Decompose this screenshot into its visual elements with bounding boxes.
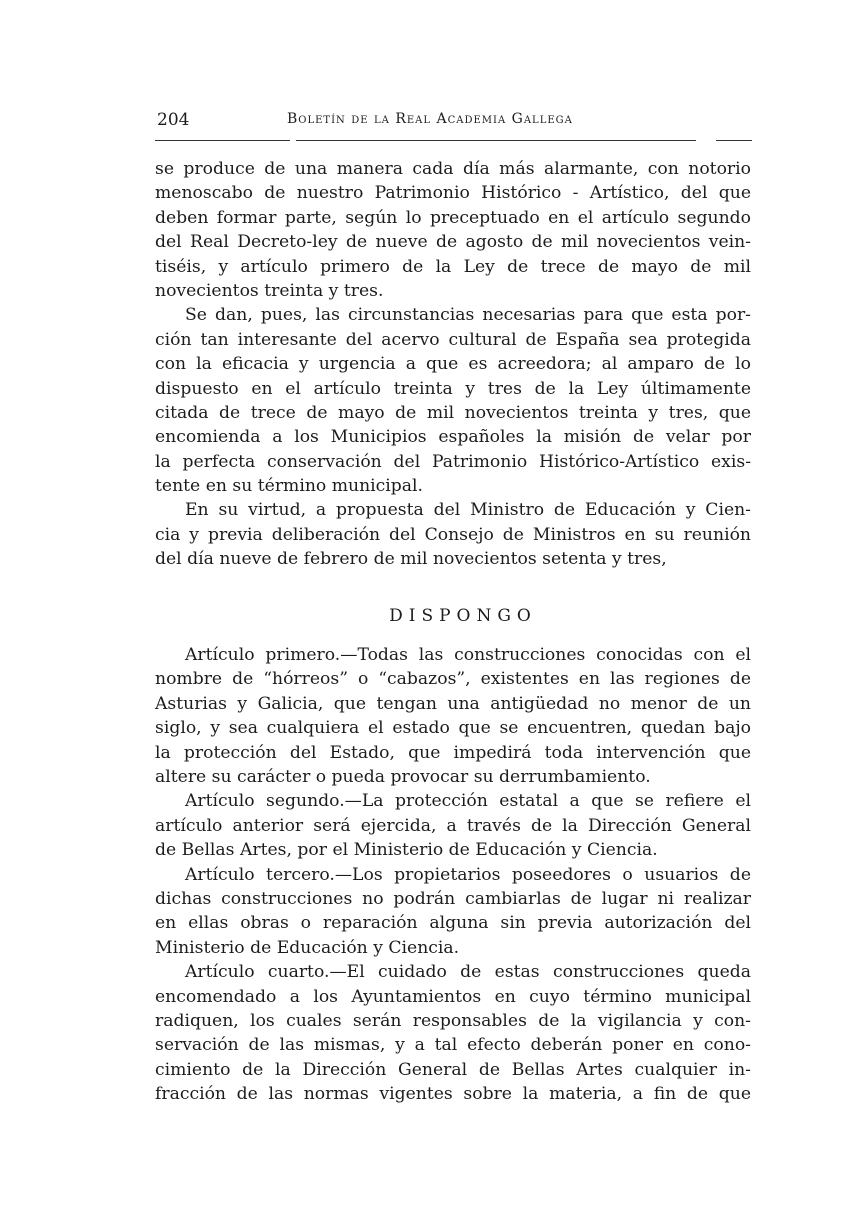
text-line: artículo anterior será ejercida, a través de la Dirección General [155,815,751,836]
paragraph [155,303,751,498]
header-rule-middle [296,140,696,141]
text-line: menoscabo de nuestro Patrimonio Histórico - Artístico, del que [155,183,751,204]
text-line: del Real Decreto-ley de nueve de agosto de mil novecientos vein- [155,232,751,253]
text-line: Artículo segundo.—La protección estatal a que se refiere el [185,791,751,812]
text-line: Se dan, pues, las circunstancias necesarias para que esta por- [185,305,751,326]
article-paragraph [155,789,751,862]
text-line: ción tan interesante del acervo cultural de España sea protegida [155,329,751,350]
text-line: tente en su término municipal. [155,476,423,497]
body-text [155,157,751,1106]
text-line: encomendado a los Ayuntamientos en cuyo término municipal [155,986,751,1007]
text-line: encomienda a los Municipios españoles la misión de velar por [155,427,751,448]
text-line: En su virtud, a propuesta del Ministro de Educación y Cien- [185,500,751,521]
page-header [155,110,750,130]
text-line: con la eficacia y urgencia a que es acreedora; al amparo de lo [155,354,751,375]
text-line: Ministerio de Educación y Ciencia. [155,937,460,958]
page-number: 204 [157,110,190,130]
text-line: Artículo tercero.—Los propietarios poseedores o usuarios de [185,864,751,885]
header-rule-right [716,140,752,141]
text-line: la perfecta conservación del Patrimonio Histórico-Artístico exis- [155,451,751,472]
text-line: dispuesto en el artículo treinta y tres de la Ley últimamente [155,378,751,399]
text-line: de Bellas Artes, por el Ministerio de Educación y Ciencia. [155,840,658,861]
text-line: altere su carácter o pueda provocar su derrumbamiento. [155,766,651,787]
paragraph [155,498,751,571]
text-line: nombre de “hórreos” o “cabazos”, existentes en las regiones de [155,669,751,690]
header-rule-left [155,140,290,141]
spacer [155,572,751,604]
text-line: fracción de las normas vigentes sobre la materia, a fin de que [155,1084,751,1105]
text-line: en ellas obras o reparación alguna sin previa autorización del [155,913,751,934]
text-line: cimiento de la Dirección General de Bellas Artes cualquier in- [155,1059,751,1080]
text-line: novecientos treinta y tres. [155,280,384,301]
text-line: Artículo primero.—Todas las construcciones conocidas con el [185,645,751,666]
spacer [155,628,751,643]
paragraph [155,157,751,303]
text-line: tiséis, y artículo primero de la Ley de trece de mayo de mil [155,256,751,277]
text-line: del día nueve de febrero de mil novecientos setenta y tres, [155,549,667,570]
text-line: servación de las mismas, y a tal efecto deberán poner en cono- [155,1035,751,1056]
text-line: cia y previa deliberación del Consejo de Ministros en su reunión [155,524,751,545]
text-line: Artículo cuarto.—El cuidado de estas construcciones queda [185,962,751,983]
text-line: deben formar parte, según lo preceptuado en el artículo segundo [155,207,751,228]
section-heading: DISPONGO [389,605,537,626]
text-line: radiquen, los cuales serán responsables de la vigilancia y con- [155,1010,751,1031]
text-line: se produce de una manera cada día más alarmante, con notorio [155,159,751,179]
article-paragraph [155,643,751,789]
text-line: la protección del Estado, que impedirá toda intervención que [155,742,751,763]
text-line: citada de trece de mayo de mil novecientos treinta y tres, que [155,402,751,423]
text-line: siglo, y sea cualquiera el estado que se encuentren, quedan bajo [155,718,751,739]
article-paragraph [155,960,751,1106]
text-line: dichas construcciones no podrán cambiarlas de lugar ni realizar [155,888,751,909]
running-title: Boletín de la Real Academia Gallega [287,111,573,127]
text-line: Asturias y Galicia, que tengan una antigüedad no menor de un [155,693,751,714]
article-paragraph [155,863,751,961]
